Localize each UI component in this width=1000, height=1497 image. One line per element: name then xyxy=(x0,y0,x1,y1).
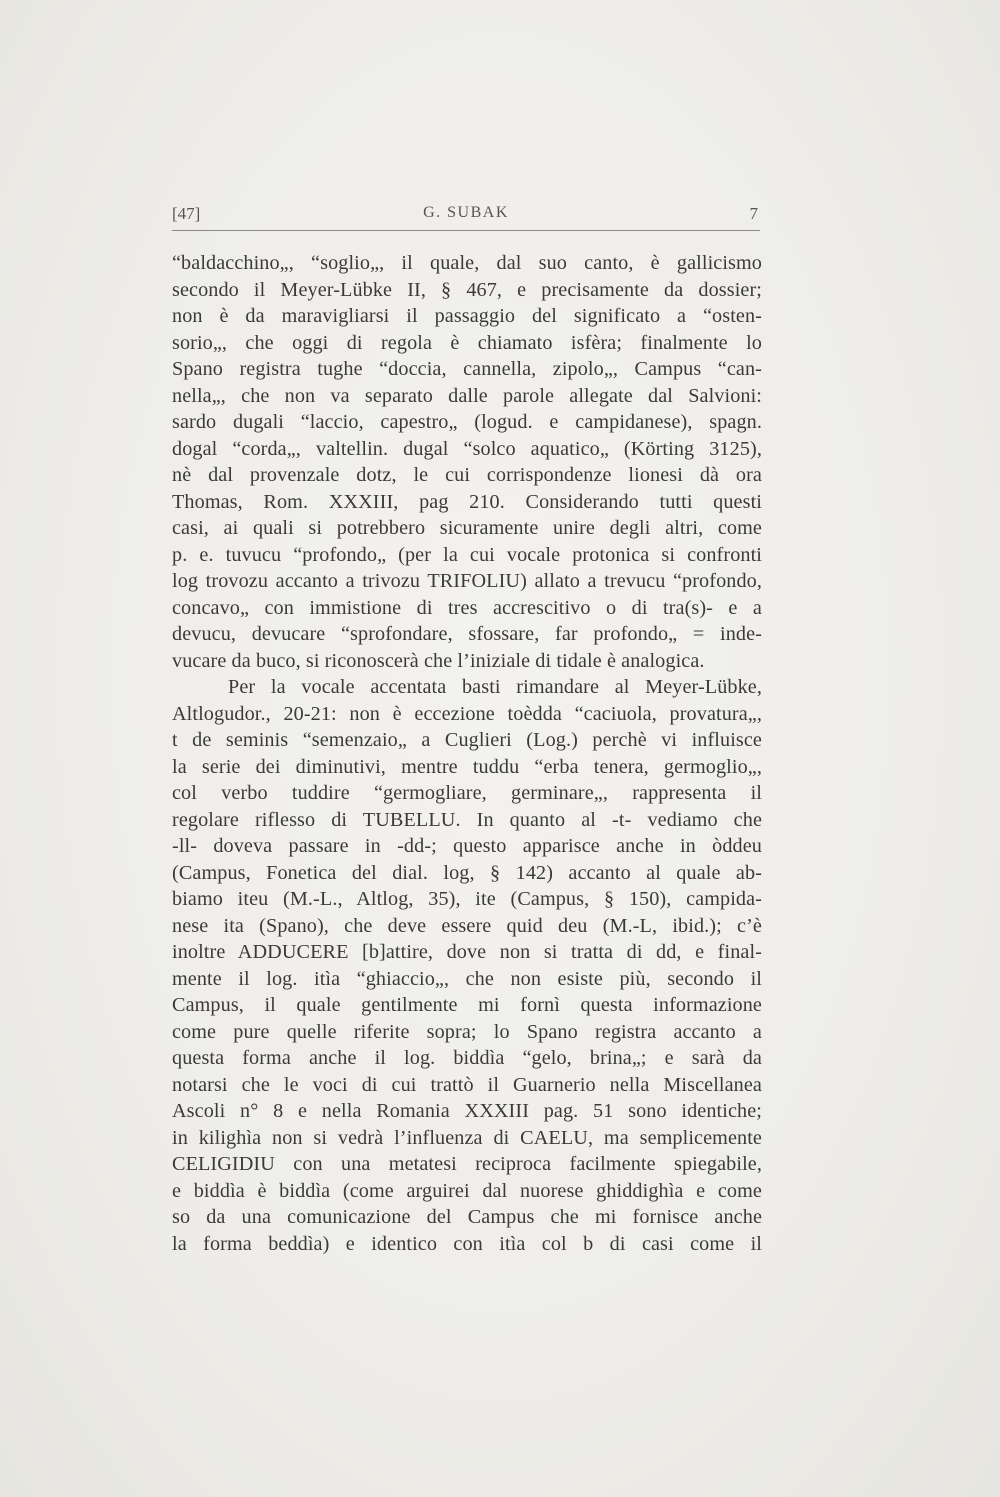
page-ref: [47] xyxy=(172,204,201,223)
text-line: e biddìa è biddìa (come arguirei dal nuorese ghiddighìa e come xyxy=(172,1179,762,1202)
text-line: la forma beddìa) e identico con itìa col b di casi come il xyxy=(172,1232,762,1255)
text-line: sardo dugali “laccio, capestro„ (logud. e campidanese), spagn. xyxy=(172,411,762,433)
text-line: nè dal provenzale dotz, le cui corrispondenze lionesi dà ora xyxy=(172,464,762,486)
text-line: so da una comunicazione del Campus che mi fornisce anche xyxy=(172,1206,762,1228)
text-line: nella„, che non va separato dalle parole allegate dal Salvioni: xyxy=(172,384,762,407)
text-line: come pure quelle riferite sopra; lo Spano registra accanto a xyxy=(172,1020,762,1043)
text-line: CELIGIDIU con una metatesi reciproca facilmente spiegabile, xyxy=(172,1153,762,1175)
text-line: vucare da buco, si riconoscerà che l’iniziale di tidale è analogica. xyxy=(172,649,705,672)
text-line: la serie dei diminutivi, mentre tuddu “erba tenera, germoglio„, xyxy=(172,755,762,778)
text-line: Ascoli n° 8 e nella Romania XXXIII pag. 51 sono identiche; xyxy=(172,1100,762,1122)
author-name: G. SUBAK xyxy=(423,204,509,221)
text-line: questa forma anche il log. biddìa “gelo, brina„; e sarà da xyxy=(172,1047,762,1069)
text-line: devucu, devucare “sprofondare, sfossare, far profondo„ = inde- xyxy=(172,623,762,645)
text-line: non è da maravigliarsi il passaggio del significato a “osten- xyxy=(172,305,762,327)
text-line: Per la vocale accentata basti rimandare al Meyer-Lübke, xyxy=(228,676,762,698)
text-line: mente il log. itìa “ghiaccio„, che non esiste più, secondo il xyxy=(172,967,762,990)
text-line: Spano registra tughe “doccia, cannella, zipolo„, Campus “can- xyxy=(172,358,762,380)
text-line: Thomas, Rom. XXXIII, pag 210. Considerando tutti questi xyxy=(172,490,762,513)
text-line: concavo„ con immistione di tres accrescitivo o di tra(s)- e a xyxy=(172,596,762,619)
text-line: in kilighìa non si vedrà l’influenza di CAELU, ma semplicemente xyxy=(172,1126,762,1149)
text-line: dogal “corda„, valtellin. dugal “solco aquatico„ (Körting 3125), xyxy=(172,437,762,460)
text-line: log trovozu accanto a trivozu TRIFOLIU) allato a trevucu “profondo, xyxy=(172,570,762,592)
text-line: nese ita (Spano), che deve essere quid deu (M.-L, ibid.); c’è xyxy=(172,914,762,937)
text-line: (Campus, Fonetica del dial. log, § 142) accanto al quale ab- xyxy=(172,861,762,884)
text-line: secondo il Meyer-Lübke II, § 467, e precisamente da dossier; xyxy=(172,278,762,301)
running-head xyxy=(172,202,760,231)
text-line: inoltre ADDUCERE [b]attire, dove non si tratta di dd, e final- xyxy=(172,941,762,963)
text-line: notarsi che le voci di cui trattò il Guarnerio nella Miscellanea xyxy=(172,1073,762,1096)
text-line: p. e. tuvucu “profondo„ (per la cui vocale protonica si confronti xyxy=(172,543,762,566)
text-line: -ll- doveva passare in -dd-; questo apparisce anche in òddeu xyxy=(172,835,762,857)
text-line: regolare riflesso di TUBELLU. In quanto al -t- vediamo che xyxy=(172,808,762,831)
text-line: casi, ai quali si potrebbero sicuramente unire degli altri, come xyxy=(172,517,762,539)
text-line: t de seminis “semenzaio„ a Cuglieri (Log.) perchè vi influisce xyxy=(172,729,762,751)
text-line: Campus, il quale gentilmente mi fornì questa informazione xyxy=(172,994,762,1016)
text-line: “baldacchino„, “soglio„, il quale, dal suo canto, è gallicismo xyxy=(172,252,762,274)
page-number: 7 xyxy=(749,204,758,223)
text-line: sorio„, che oggi di regola è chiamato isfèra; finalmente lo xyxy=(172,331,762,354)
text-line: col verbo tuddire “germogliare, germinare„, rappresenta il xyxy=(172,782,762,804)
text-line: biamo iteu (M.-L., Altlog, 35), ite (Campus, § 150), campida- xyxy=(172,888,762,910)
text-line: Altlogudor., 20-21: non è eccezione toèdda “caciuola, provatura„, xyxy=(172,702,762,725)
body-text xyxy=(172,250,762,1257)
